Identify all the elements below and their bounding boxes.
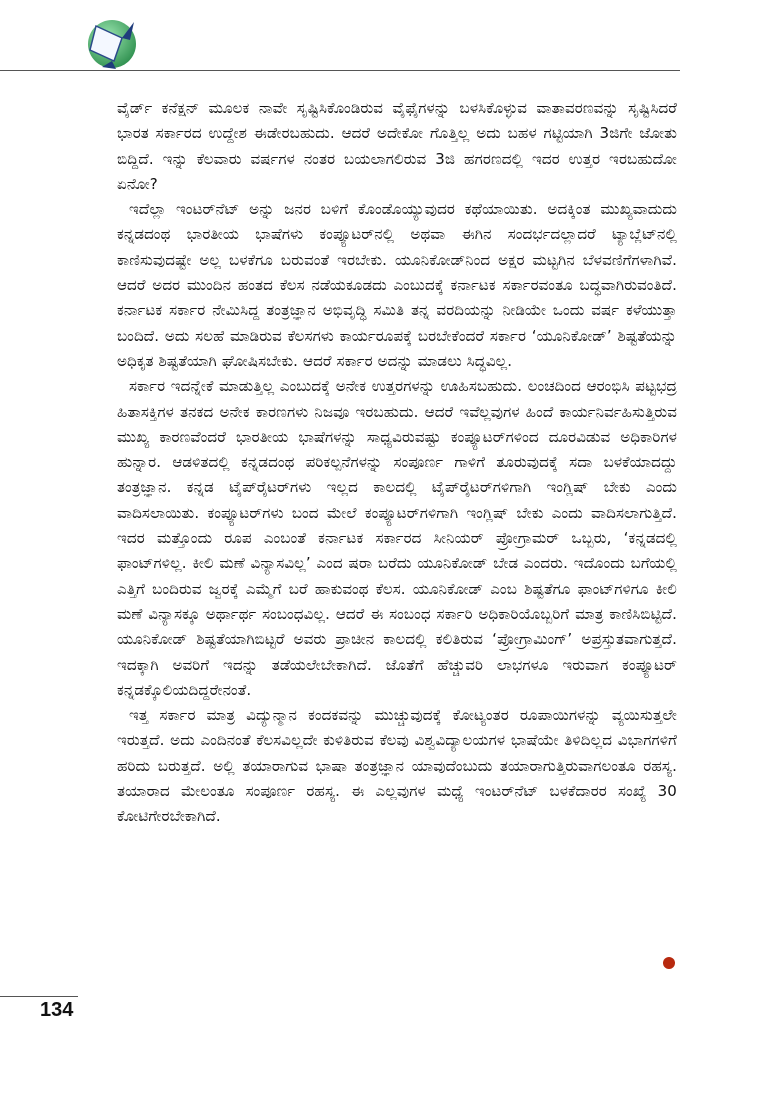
- end-of-article-dot: [663, 957, 675, 969]
- article-body: [117, 96, 677, 830]
- header-rule: [0, 70, 680, 71]
- paragraph: ಇತ್ತ ಸರ್ಕಾರ ಮಾತ್ರ ವಿದ್ಯುನ್ಮಾನ ಕಂದಕವನ್ನು ಮುಚ್ಚುವುದಕ್ಕೆ ಕೋಟ್ಯಂತರ ರೂಪಾಯಿಗಳನ್ನು ವ್ಯಯಿಸುತ್ತಲೇ ಇರುತ್ತದೆ. ಅದು ಎಂದಿನಂತೆ ಕೆಲಸವಿಲ್ಲದೇ ಕುಳಿತಿರುವ ಕೆಲವು ವಿಶ್ವವಿದ್ಯಾಲಯಗಳ ಭಾಷೆಯೇ ತಿಳಿದಿಲ್ಲದ ವಿಭಾಗಗಳಿಗೆ ಹರಿದು ಬರುತ್ತದೆ. ಅಲ್ಲಿ ತಯಾರಾಗುವ ಭಾಷಾ ತಂತ್ರಜ್ಞಾನ ಯಾವುದೆಂಬುದು ತಯಾರಾಗುತ್ತಿರುವಾಗಲಂತೂ ರಹಸ್ಯ. ತಯಾರಾದ ಮೇಲಂತೂ ಸಂಪೂರ್ಣ ರಹಸ್ಯ. ಈ ಎಲ್ಲವುಗಳ ಮಧ್ಯೆ ಇಂಟರ್‌ನೆಟ್ ಬಳಕೆದಾರರ ಸಂಖ್ಯೆ 30 ಕೋಟಿಗೇರಬೇಕಾಗಿದೆ.: [117, 706, 677, 826]
- page-number: 134: [40, 999, 74, 1021]
- paragraph: ಸರ್ಕಾರ ಇದನ್ನೇಕೆ ಮಾಡುತ್ತಿಲ್ಲ ಎಂಬುದಕ್ಕೆ ಅನೇಕ ಉತ್ತರಗಳನ್ನು ಊಹಿಸಬಹುದು. ಲಂಚದಿಂದ ಆರಂಭಿಸಿ ಪಟ್ಟಭದ್ರ ಹಿತಾಸಕ್ತಿಗಳ ತನಕದ ಅನೇಕ ಕಾರಣಗಳು ನಿಜವೂ ಇರಬಹುದು. ಆದರೆ ಇವೆಲ್ಲವುಗಳ ಹಿಂದೆ ಕಾರ್ಯನಿರ್ವಹಿಸುತ್ತಿರುವ ಮುಖ್ಯ ಕಾರಣವೆಂದರೆ ಭಾರತೀಯ ಭಾಷೆಗಳನ್ನು ಸಾಧ್ಯವಿರುವಷ್ಟು ಕಂಪ್ಯೂಟರ್‌ಗಳಿಂದ ದೂರವಿಡುವ ಅಧಿಕಾರಿಗಳ ಹುನ್ನಾರ. ಆಡಳಿತದಲ್ಲಿ ಕನ್ನಡದಂಥ ಪರಿಕಲ್ಪನೆಗಳನ್ನು ಸಂಪೂರ್ಣ ಗಾಳಿಗೆ ತೂರುವುದಕ್ಕೆ ಸದಾ ಬಳಕೆಯಾದದ್ದು ತಂತ್ರಜ್ಞಾನ. ಕನ್ನಡ ಟೈಪ್‌ರೈಟರ್‌ಗಳು ಇಲ್ಲದ ಕಾಲದಲ್ಲಿ ಟೈಪ್‌ರೈಟರ್‌ಗಳಿಗಾಗಿ ಇಂಗ್ಲಿಷ್ ಬೇಕು ಎಂದು ವಾದಿಸಲಾಯಿತು. ಕಂಪ್ಯೂಟರ್‌ಗಳು ಬಂದ ಮೇಲೆ ಕಂಪ್ಯೂಟರ್‌ಗಳಿಗಾಗಿ ಇಂಗ್ಲಿಷ್ ಬೇಕು ಎಂದು ವಾದಿಸಲಾಗುತ್ತಿದೆ. ಇದರ ಮತ್ತೊಂದು ರೂಪ ಎಂಬಂತೆ ಕರ್ನಾಟಕ ಸರ್ಕಾರದ ಸೀನಿಯರ್ ಪ್ರೋಗ್ರಾಮರ್ ಒಬ್ಬರು, ‘ಕನ್ನಡದಲ್ಲಿ ಫಾಂಟ್‌ಗಳಿಲ್ಲ. ಕೀಲಿ ಮಣೆ ವಿನ್ಯಾಸವಿಲ್ಲ’ ಎಂದ ಷರಾ ಬರೆದು ಯೂನಿಕೋಡ್ ಬೇಡ ಎಂದರು. ಇದೊಂದು ಬಗೆಯಲ್ಲಿ ಎತ್ತಿಗೆ ಬಂದಿರುವ ಜ್ವರಕ್ಕೆ ಎಮ್ಮೆಗೆ ಬರೆ ಹಾಕುವಂಥ ಕೆಲಸ. ಯೂನಿಕೋಡ್ ಎಂಬ ಶಿಷ್ಟತೆಗೂ ಫಾಂಟ್‌ಗಳಿಗೂ ಕೀಲಿ ಮಣೆ ವಿನ್ಯಾಸಕ್ಕೂ ಅರ್ಥಾರ್ಥ ಸಂಬಂಧವಿಲ್ಲ. ಆದರೆ ಈ ಸಂಬಂಧ ಸರ್ಕಾರಿ ಅಧಿಕಾರಿಯೊಬ್ಬರಿಗೆ ಮಾತ್ರ ಕಾಣಿಸಿಬಿಟ್ಟಿದೆ. ಯೂನಿಕೋಡ್ ಶಿಷ್ಟತೆಯಾಗಿಬಿಟ್ಟರೆ ಅವರು ಪ್ರಾಚೀನ ಕಾಲದಲ್ಲಿ ಕಲಿತಿರುವ ‘ಪ್ರೋಗ್ರಾಮಿಂಗ್’ ಅಪ್ರಸ್ತುತವಾಗುತ್ತದೆ. ಇದಕ್ಕಾಗಿ ಅವರಿಗೆ ಇದನ್ನು ತಡೆಯಲೇಬೇಕಾಗಿದೆ. ಜೊತೆಗೆ ಹೆಚ್ಚುವರಿ ಲಾಭಗಳೂ ಇರುವಾಗ ಕಂಪ್ಯೂಟರ್ ಕನ್ನಡಕ್ಕೊಲಿಯದಿದ್ದರೇನಂತೆ.: [117, 377, 677, 699]
- computer-monitor-icon: [86, 14, 142, 72]
- paragraph: ವೈರ್ಡ್ ಕನೆಕ್ಷನ್ ಮೂಲಕ ನಾವೇ ಸೃಷ್ಟಿಸಿಕೊಂಡಿರುವ ವೈಫೈಗಳನ್ನು ಬಳಸಿಕೊಳ್ಳುವ ವಾತಾವರಣವನ್ನು ಸೃಷ್ಟಿಸಿದರೆ ಭಾರತ ಸರ್ಕಾರದ ಉದ್ದೇಶ ಈಡೇರಬಹುದು. ಆದರೆ ಅದೇಕೋ ಗೊತ್ತಿಲ್ಲ ಅದು ಬಹಳ ಗಟ್ಟಿಯಾಗಿ 3ಜಿಗೇ ಜೋತು ಬಿದ್ದಿದೆ. ಇನ್ನು ಕೆಲವಾರು ವರ್ಷಗಳ ನಂತರ ಬಯಲಾಗಲಿರುವ 3ಜಿ ಹಗರಣದಲ್ಲಿ ಇದರ ಉತ್ತರ ಇರಬಹುದೋ ಏನೋ?: [117, 99, 677, 193]
- footer-rule: [0, 996, 78, 997]
- paragraph: ಇದೆಲ್ಲಾ ಇಂಟರ್‌ನೆಟ್ ಅನ್ನು ಜನರ ಬಳಿಗೆ ಕೊಂಡೊಯ್ಯುವುದರ ಕಥೆಯಾಯಿತು. ಅದಕ್ಕಿಂತ ಮುಖ್ಯವಾದುದು ಕನ್ನಡದಂಥ ಭಾರತೀಯ ಭಾಷೆಗಳು ಕಂಪ್ಯೂಟರ್‌ನಲ್ಲಿ ಅಥವಾ ಈಗಿನ ಸಂದರ್ಭದಲ್ಲಾದರೆ ಟ್ಯಾಬ್ಲೆಟ್‌ನಲ್ಲಿ ಕಾಣಿಸುವುದಷ್ಟೇ ಅಲ್ಲ ಬಳಕೆಗೂ ಬರುವಂತೆ ಇರಬೇಕು. ಯೂನಿಕೋಡ್‌ನಿಂದ ಅಕ್ಷರ ಮಟ್ಟಗಿನ ಬೆಳವಣಿಗೆಗಳಾಗಿವೆ. ಆದರೆ ಅದರ ಮುಂದಿನ ಹಂತದ ಕೆಲಸ ನಡೆಯಕೂಡದು ಎಂಬುದಕ್ಕೆ ಕರ್ನಾಟಕ ಸರ್ಕಾರವಂತೂ ಬದ್ಧವಾಗಿರುವಂತಿದೆ. ಕರ್ನಾಟಕ ಸರ್ಕಾರ ನೇಮಿಸಿದ್ದ ತಂತ್ರಜ್ಞಾನ ಅಭಿವೃದ್ಧಿ ಸಮಿತಿ ತನ್ನ ವರದಿಯನ್ನು ನೀಡಿಯೇ ಒಂದು ವರ್ಷ ಕಳೆಯುತ್ತಾ ಬಂದಿದೆ. ಅದು ಸಲಹೆ ಮಾಡಿರುವ ಕೆಲಸಗಳು ಕಾರ್ಯರೂಪಕ್ಕೆ ಬರಬೇಕೆಂದರೆ ಸರ್ಕಾರ ‘ಯೂನಿಕೋಡ್’ ಶಿಷ್ಟತೆಯನ್ನು ಅಧಿಕೃತ ಶಿಷ್ಟತೆಯಾಗಿ ಘೋಷಿಸಬೇಕು. ಆದರೆ ಸರ್ಕಾರ ಅದನ್ನು ಮಾಡಲು ಸಿದ್ಧವಿಲ್ಲ.: [117, 200, 677, 370]
